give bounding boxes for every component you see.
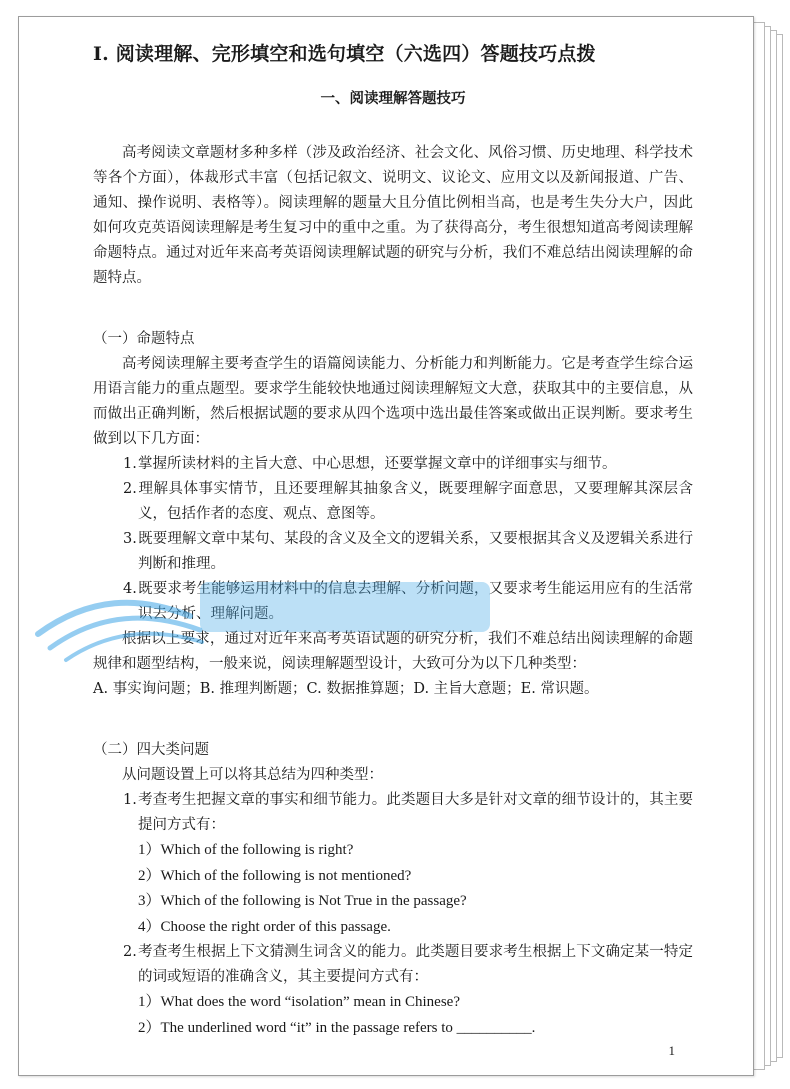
question-example: 4）Choose the right order of this passage.	[138, 918, 391, 935]
requirements-list	[93, 452, 693, 627]
book-page	[18, 16, 754, 1076]
question-example: 2）Which of the following is not mentioned?	[138, 867, 412, 884]
question-types: A. 事实询问题；B. 推理判断题；C. 数据推算题；D. 主旨大意题；E. 常识题。	[93, 681, 599, 697]
part2-intro: 从问题设置上可以将其总结为四种类型：	[122, 767, 383, 783]
category-list-2	[93, 940, 693, 990]
question-examples-2	[93, 990, 693, 1041]
part1-heading: （一）命题特点	[93, 331, 195, 347]
list-item: 4.既要求考生能够运用材料中的信息去理解、分析问题，又要求考生能运用应有的生活常识去分析、理解问题。	[123, 581, 693, 622]
part2-heading: （二）四大类问题	[93, 742, 209, 758]
question-example: 1）Which of the following is right?	[138, 842, 354, 858]
section-title: 一、阅读理解答题技巧	[320, 90, 466, 107]
list-item: 3.既要理解文章中某句、某段的含义及全文的逻辑关系，又要根据其含义及逻辑关系进行判断和推理。	[123, 531, 693, 572]
intro-paragraph: 高考阅读文章题材多种多样（涉及政治经济、社会文化、风俗习惯、历史地理、科学技术等各个方面），体裁形式丰富（包括记叙文、说明文、议论文、应用文以及新闻报道、广告、通知、操作说明、表格等）。阅读理解的题量大且分值比例相当高，也是考生失分大户，因此如何攻克英语阅读理解是考生复习中的重中之重。为了获得高分，考生很想知道高考阅读理解命题特点。通过对近年来高考英语阅读理解试题的研究与分析，我们不难总结出阅读理解的命题特点。	[93, 145, 693, 286]
question-examples-1	[93, 838, 693, 940]
summary-paragraph: 根据以上要求，通过对近年来高考英语试题的研究分析，我们不难总结出阅读理解的命题规律和题型结构，一般来说，阅读理解题型设计，大致可分为以下几种类型：	[93, 631, 693, 672]
question-example: 3）Which of the following is Not True in the passage?	[138, 893, 467, 909]
list-item: 1.掌握所读材料的主旨大意、中心思想，还要掌握文章中的详细事实与细节。	[123, 456, 617, 472]
question-example: 1）What does the word “isolation” mean in Chinese?	[138, 994, 460, 1010]
chapter-title: I. 阅读理解、完形填空和选句填空（六选四）答题技巧点拨	[93, 43, 596, 65]
list-item: 2.理解具体事实情节，且还要理解其抽象含义，既要理解字面意思，又要理解其深层含义，包括作者的态度、观点、意图等。	[123, 481, 693, 522]
category-list-1	[93, 788, 693, 838]
question-example: 2）The underlined word “it” in the passage refers to __________.	[138, 1019, 536, 1036]
list-item: 1.考查考生把握文章的事实和细节能力。此类题目大多是针对文章的细节设计的，其主要提问方式有：	[123, 792, 693, 833]
page-content	[93, 41, 693, 1041]
list-item: 2.考查考生根据上下文猜测生词含义的能力。此类题目要求考生根据上下文确定某一特定的词或短语的准确含义，其主要提问方式有：	[123, 944, 693, 985]
page-number: 1	[668, 1043, 675, 1058]
part1-paragraph: 高考阅读理解主要考查学生的语篇阅读能力、分析能力和判断能力。它是考查学生综合运用语言能力的重点题型。要求学生能较快地通过阅读理解短文大意，获取其中的主要信息，从而做出正确判断，然后根据试题的要求从四个选项中选出最佳答案或做出正误判断。要求考生做到以下几方面：	[93, 356, 693, 447]
